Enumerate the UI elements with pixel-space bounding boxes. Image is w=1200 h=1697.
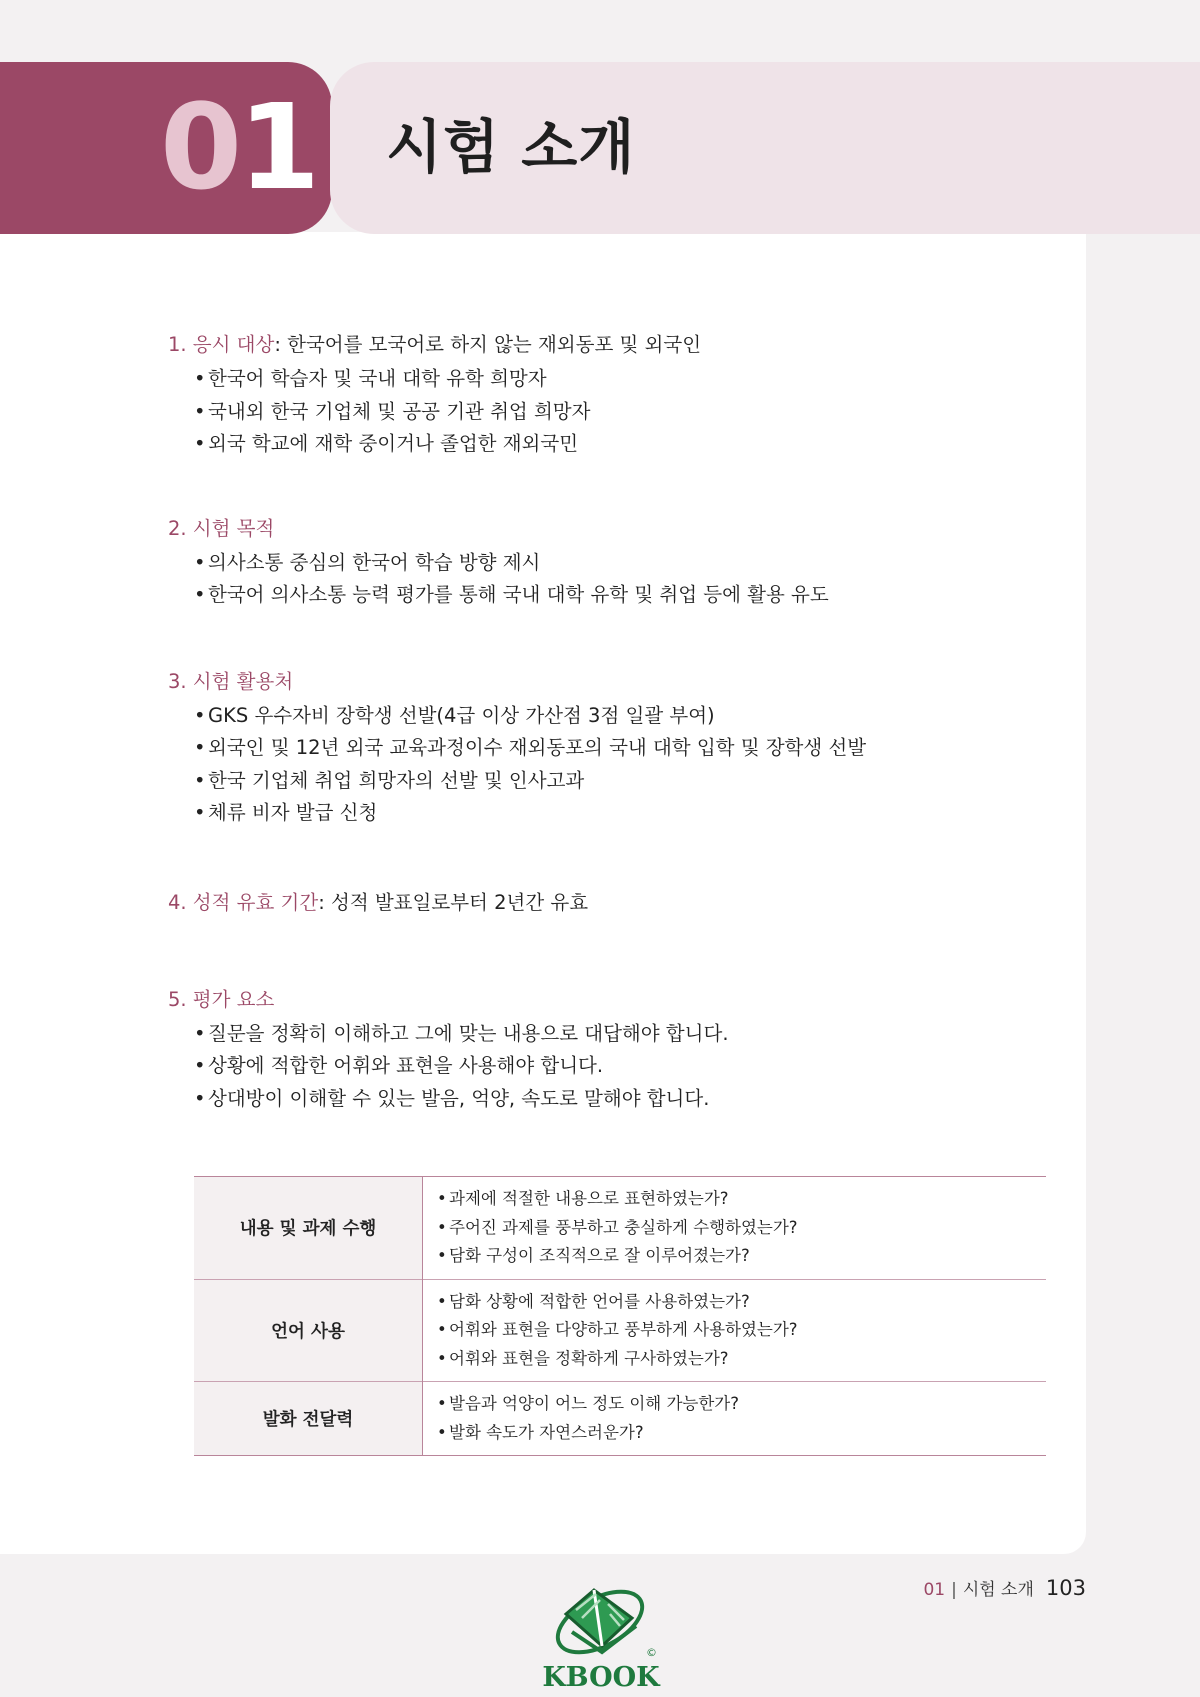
kbook-logo [536,1574,666,1692]
chapter-number: 01 [160,78,317,216]
page-number: 103 [1045,1576,1086,1600]
bullet-list [168,363,1068,461]
list-item: • 체류 비자 발급 신청 [194,797,1068,830]
table-row [194,1279,1046,1382]
table-row [194,1177,1046,1280]
section-heading: 2. 시험 목적 [168,516,275,540]
list-item: • 질문을 정확히 이해하고 그에 맞는 내용으로 대답해야 합니다. [194,1018,1068,1051]
criterion-label: 발화 전달력 [194,1382,423,1456]
list-item: • 담화 구성이 조직적으로 잘 이루어졌는가? [437,1242,1046,1271]
section-1 [168,330,1068,461]
main-content [168,330,1068,1115]
table-row [194,1382,1046,1456]
section-heading: 5. 평가 요소 [168,987,275,1011]
section-2 [168,514,1068,612]
copyright-mark: © [646,1646,657,1659]
list-item: • 어휘와 표현을 정확하게 구사하였는가? [437,1345,1046,1374]
list-item: • 상황에 적합한 어휘와 표현을 사용해야 합니다. [194,1050,1068,1083]
list-item: • 발화 속도가 자연스러운가? [437,1419,1046,1448]
list-item: • 외국인 및 12년 외국 교육과정이수 재외동포의 국내 대학 입학 및 장학생 선발 [194,732,1068,765]
running-footer [923,1574,1086,1604]
bullet-list [168,1018,1068,1116]
criterion-label: 내용 및 과제 수행 [194,1177,423,1280]
footer-chapter-title: 시험 소개 [962,1580,1034,1600]
list-item: • 국내외 한국 기업체 및 공공 기관 취업 희망자 [194,396,1068,429]
list-item: • 발음과 억양이 어느 정도 이해 가능한가? [437,1390,1046,1419]
list-item: • 어휘와 표현을 다양하고 풍부하게 사용하였는가? [437,1316,1046,1345]
criterion-questions [423,1382,1047,1456]
list-item: • 한국어 학습자 및 국내 대학 유학 희망자 [194,363,1068,396]
section-heading: 1. 응시 대상: 한국어를 모국어로 하지 않는 재외동포 및 외국인 [168,333,702,356]
section-heading: 3. 시험 활용처 [168,669,294,693]
section-5 [168,985,1068,1116]
bullet-list [168,700,1068,830]
evaluation-table [194,1176,1046,1456]
list-item: • 담화 상황에 적합한 언어를 사용하였는가? [437,1288,1046,1317]
bullet-list [168,547,1068,612]
list-item: • 한국어 의사소통 능력 평가를 통해 국내 대학 유학 및 취업 등에 활용 유도 [194,579,1068,612]
list-item: • 상대방이 이해할 수 있는 발음, 억양, 속도로 말해야 합니다. [194,1083,1068,1116]
list-item: • 주어진 과제를 풍부하고 충실하게 수행하였는가? [437,1214,1046,1243]
chapter-title: 시험 소개 [386,113,636,181]
criterion-questions [423,1177,1047,1280]
footer-separator: | [951,1580,957,1600]
list-item: • 의사소통 중심의 한국어 학습 방향 제시 [194,547,1068,580]
list-item: • 과제에 적절한 내용으로 표현하였는가? [437,1185,1046,1214]
list-item: • GKS 우수자비 장학생 선발(4급 이상 가산점 3점 일괄 부여) [194,700,1068,733]
section-4 [168,888,1068,918]
footer-chapter: 01 [923,1580,946,1600]
criterion-questions [423,1279,1047,1382]
list-item: • 외국 학교에 재학 중이거나 졸업한 재외국민 [194,428,1068,461]
logo-wordmark: KBOOK [542,1662,660,1693]
section-3 [168,667,1068,830]
criterion-label: 언어 사용 [194,1279,423,1382]
section-heading: 4. 성적 유효 기간: 성적 발표일로부터 2년간 유효 [168,890,589,914]
list-item: • 한국 기업체 취업 희망자의 선발 및 인사고과 [194,765,1068,798]
